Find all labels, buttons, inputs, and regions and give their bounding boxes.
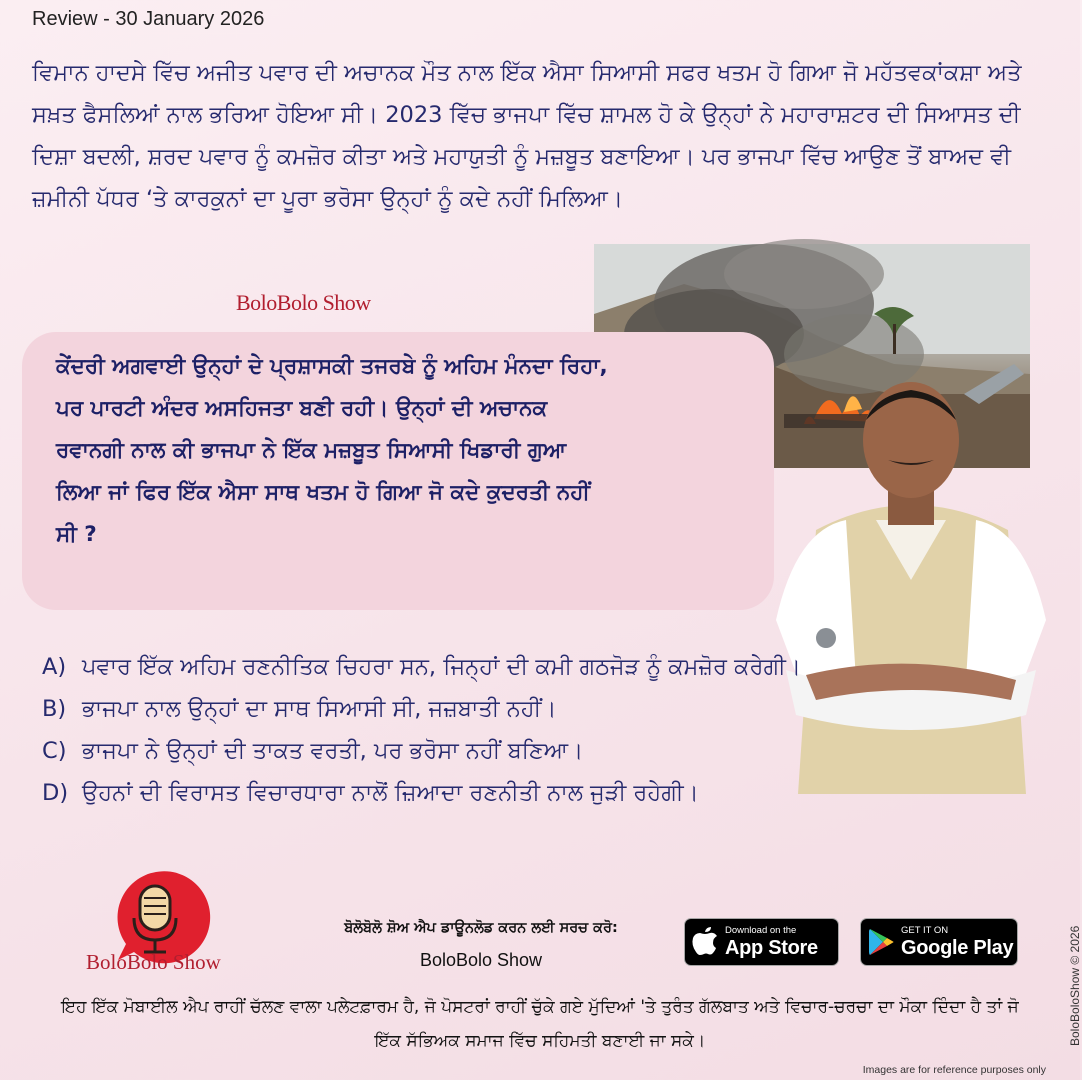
- option-text: ਭਾਜਪਾ ਨੇ ਉਨ੍ਹਾਂ ਦੀ ਤਾਕਤ ਵਰਤੀ, ਪਰ ਭਰੋਸਾ ਨਹੀਂ ਬਣਿਆ।: [82, 738, 584, 764]
- logo-wordmark: BoloBolo Show: [86, 950, 221, 974]
- option-text: ਉਹਨਾਂ ਦੀ ਵਿਰਾਸਤ ਵਿਚਾਰਧਾਰਾ ਨਾਲੋਂ ਜ਼ਿਆਦਾ ਰਣਨੀਤੀ ਨਾਲ ਜੁੜੀ ਰਹੇਗੀ।: [82, 780, 699, 806]
- app-store-badge[interactable]: [684, 918, 839, 966]
- download-hint: ਬੋਲੋਬੋਲੋ ਸ਼ੋਅ ਐਪ ਡਾਊਨਲੋਡ ਕਰਨ ਲਈ ਸਰਚ ਕਰੋ:: [344, 920, 618, 936]
- option-a[interactable]: [42, 646, 862, 688]
- option-key: B): [42, 696, 67, 722]
- brand-label: BoloBolo Show: [236, 290, 371, 315]
- intro-paragraph: ਵਿਮਾਨ ਹਾਦਸੇ ਵਿੱਚ ਅਜੀਤ ਪਵਾਰ ਦੀ ਅਚਾਨਕ ਮੌਤ ਨਾਲ ਇੱਕ ਐਸਾ ਸਿਆਸੀ ਸਫਰ ਖਤਮ ਹੋ ਗਿਆ ਜੋ ਮਹੱਤਵਕਾਂਕਸ਼ਾ ਅਤੇ ਸਖ਼ਤ ਫੈਸਲਿਆਂ ਨਾਲ ਭਰਿਆ ਹੋਇਆ ਸੀ। 2023 ਵਿੱਚ ਭਾਜਪਾ ਵਿੱਚ ਸ਼ਾਮਲ ਹੋ ਕੇ ਉਨ੍ਹਾਂ ਨੇ ਮਹਾਰਾਸ਼ਟਰ ਦੀ ਸਿਆਸਤ ਦੀ ਦਿਸ਼ਾ ਬਦਲੀ, ਸ਼ਰਦ ਪਵਾਰ ਨੂੰ ਕਮਜ਼ੋਰ ਕੀਤਾ ਅਤੇ ਮਹਾਯੁਤੀ ਨੂੰ ਮਜ਼ਬੂਤ ਬਣਾਇਆ। ਪਰ ਭਾਜਪਾ ਵਿੱਚ ਆਉਣ ਤੋਂ ਬਾਅਦ ਵੀ ਜ਼ਮੀਨੀ ਪੱਧਰ ‘ਤੇ ਕਾਰਕੁਨਾਂ ਦਾ ਪੂਰਾ ਭਰੋਸਾ ਉਨ੍ਹਾਂ ਨੂੰ ਕਦੇ ਨਹੀਂ ਮਿਲਿਆ।: [32, 60, 1022, 212]
- apple-icon: [685, 919, 725, 965]
- option-key: A): [42, 654, 67, 680]
- question-text: ਕੇਂਦਰੀ ਅਗਵਾਈ ਉਨ੍ਹਾਂ ਦੇ ਪ੍ਰਸ਼ਾਸਕੀ ਤਜਰਬੇ ਨੂੰ ਅਹਿਮ ਮੰਨਦਾ ਰਿਹਾ, ਪਰ ਪਾਰਟੀ ਅੰਦਰ ਅਸਹਿਜਤਾ ਬਣੀ ਰਹੀ। ਉਨ੍ਹਾਂ ਦੀ ਅਚਾਨਕ ਰਵਾਨਗੀ ਨਾਲ ਕੀ ਭਾਜਪਾ ਨੇ ਇੱਕ ਮਜ਼ਬੂਤ ਸਿਆਸੀ ਖਿਡਾਰੀ ਗੁਆ ਲਿਆ ਜਾਂ ਫਿਰ ਇੱਕ ਐਸਾ ਸਾਥ ਖਤਮ ਹੋ ਗਿਆ ਜੋ ਕਦੇ ਕੁਦਰਤੀ ਨਹੀਂ ਸੀ ?: [56, 354, 608, 547]
- review-date: Review - 30 January 2026: [32, 8, 265, 30]
- google-play-badge[interactable]: [860, 918, 1018, 966]
- app-store-big-text: App Store: [725, 936, 818, 959]
- footer-text: ਇਹ ਇੱਕ ਮੋਬਾਈਲ ਐਪ ਰਾਹੀਂ ਚੱਲਣ ਵਾਲਾ ਪਲੇਟਫ਼ਾਰਮ ਹੈ, ਜੋ ਪੋਸਟਰਾਂ ਰਾਹੀਂ ਚੁੱਕੇ ਗਏ ਮੁੱਦਿਆਂ 'ਤੇ ਤੁਰੰਤ ਗੱਲਬਾਤ ਅਤੇ ਵਿਚਾਰ-ਚਰਚਾ ਦਾ ਮੌਕਾ ਦਿੰਦਾ ਹੈ ਤਾਂ ਜੋ ਇੱਕ ਸੱਭਿਅਕ ਸਮਾਜ ਵਿੱਚ ਸਹਿਮਤੀ ਬਣਾਈ ਜਾ ਸਕੇ।: [61, 997, 1019, 1051]
- google-play-big-text: Google Play: [901, 936, 1014, 959]
- image-disclaimer: Images are for reference purposes only: [862, 1064, 1046, 1076]
- app-store-small-text: Download on the: [725, 925, 797, 937]
- app-search-name: BoloBolo Show: [419, 950, 543, 970]
- side-copyright: BoloBoloShow © 2026: [1068, 925, 1082, 1046]
- option-key: D): [42, 780, 69, 806]
- option-key: C): [42, 738, 67, 764]
- option-text: ਭਾਜਪਾ ਨਾਲ ਉਨ੍ਹਾਂ ਦਾ ਸਾਥ ਸਿਆਸੀ ਸੀ, ਜਜ਼ਬਾਤੀ ਨਹੀਂ।: [82, 696, 557, 722]
- option-b[interactable]: [42, 688, 862, 730]
- option-d[interactable]: [42, 772, 862, 814]
- options-list: [42, 646, 862, 814]
- option-c[interactable]: [42, 730, 862, 772]
- option-text: ਪਵਾਰ ਇੱਕ ਅਹਿਮ ਰਣਨੀਤਿਕ ਚਿਹਰਾ ਸਨ, ਜਿਨ੍ਹਾਂ ਦੀ ਕਮੀ ਗਠਜੋੜ ਨੂੰ ਕਮਜ਼ੋਰ ਕਰੇਗੀ।: [82, 654, 802, 680]
- google-play-small-text: GET IT ON: [901, 925, 949, 937]
- google-play-icon: [861, 919, 901, 965]
